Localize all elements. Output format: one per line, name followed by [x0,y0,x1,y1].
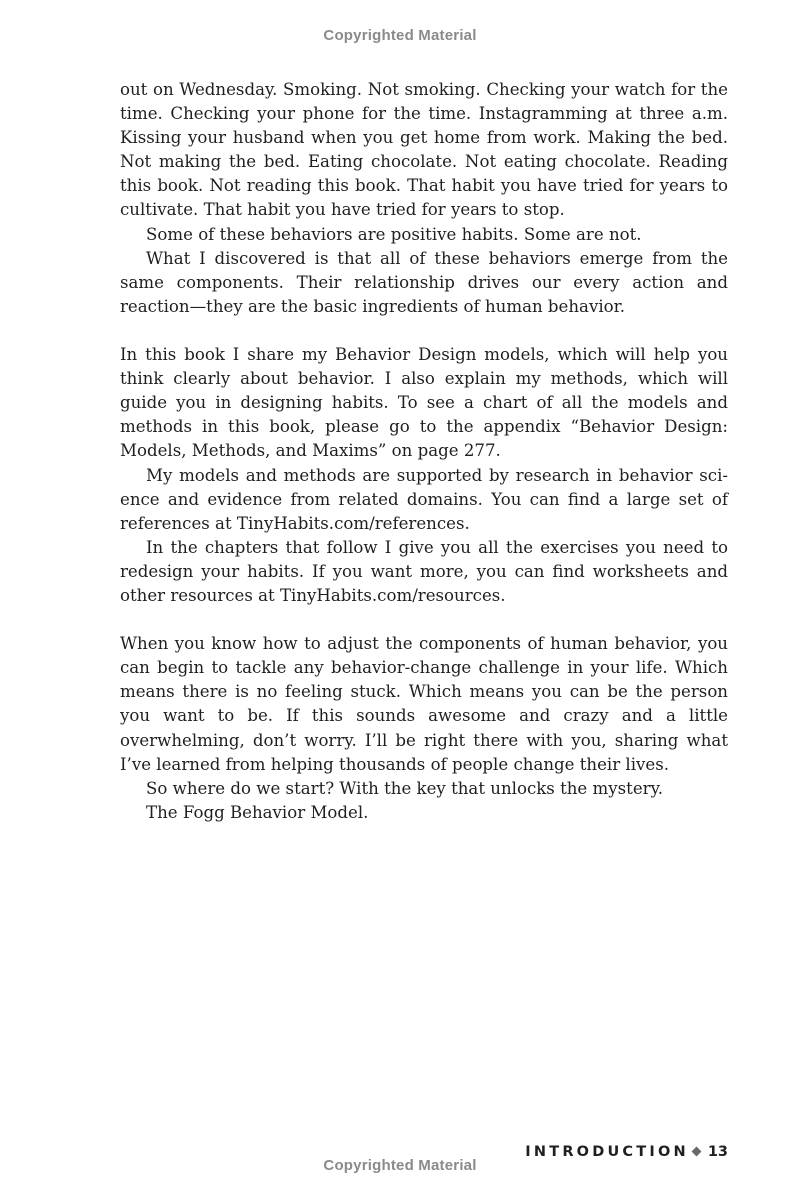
paragraph: In the chapters that follow I give you all the exercises you need to redesign your habits. If you want more, you can find worksheets and other resources at TinyHabits.com/resources. [120,537,728,605]
paragraph: When you know how to adjust the components of human behavior, you can begin to tackle any behavior-change challenge in your life. Which means there is no feeling stuck. Which means you can be the person you want to be. If this sounds awesome and crazy and a little overwhelming, don’t worry. I’ll be right there with you, sharing what I’ve learned from helping thousands of people change their lives. [120,634,728,774]
paragraph: So where do we start? With the key that unlocks the mystery. [146,778,664,798]
running-head-title: INTRODUCTION [525,1144,689,1160]
page-body [120,78,728,825]
paragraph: What I discovered is that all of these behaviors emerge from the same components. Their relationship drives our every action and reaction—they are the basic ingredients of human behavior. [120,248,728,316]
watermark-bottom: Copyrighted Material [323,1157,477,1174]
paragraph: out on Wednesday. Smoking. Not smoking. Checking your watch for the time. Checking your phone for the time. Instagramming at three a.m. Kissing your husband when you get home from work. Making the bed. Not making the bed. Eating chocolate. Not eating chocolate. Reading this book. Not reading this book. That habit you have tried for years to cultivate. That habit you have tried for years to stop. [120,80,728,220]
diamond-separator-icon [691,1146,701,1156]
paragraph: In this book I share my Behavior Design models, which will help you think clearly about behavior. I also explain my methods, which will guide you in designing habits. To see a chart of all the models and methods in this book, please go to the appendix “Behavior Design: Models, Methods, and Maxims” on page 277. [120,345,728,461]
watermark-top: Copyrighted Material [323,27,477,44]
paragraph: Some of these behaviors are positive habits. Some are not. [146,224,642,244]
paragraph: My models and methods are supported by research in behavior science and evidence from related domains. You can find a large set of references at TinyHabits.com/references. [120,465,728,533]
paragraph: The Fogg Behavior Model. [146,802,369,822]
page-number: 13 [707,1144,728,1160]
